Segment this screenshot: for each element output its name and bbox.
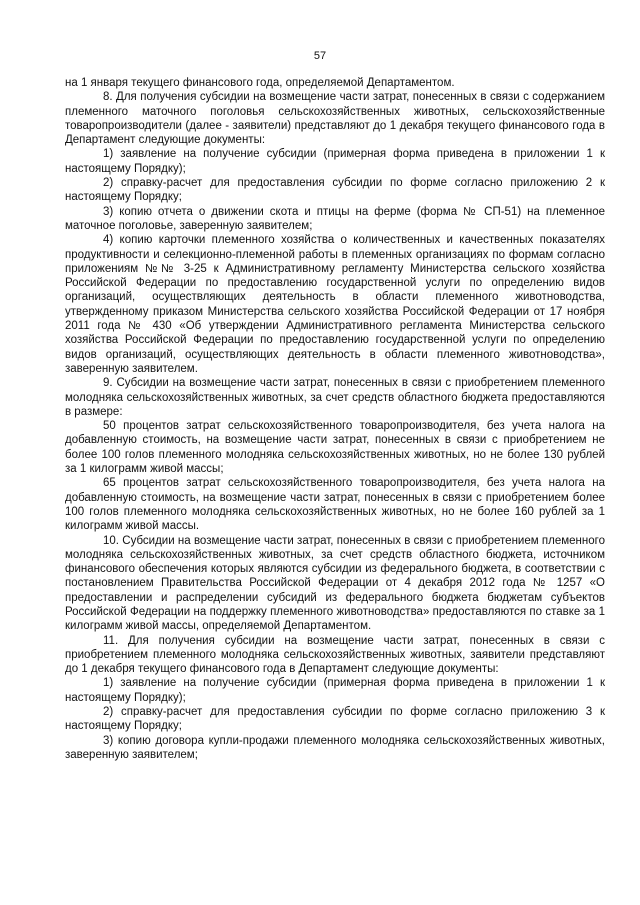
paragraph: 3) копию договора купли-продажи племенного молодняка сельскохозяйственных животных, заверенную заявителем;: [65, 734, 605, 761]
paragraph: 50 процентов затрат сельскохозяйственного товаропроизводителя, без учета налога на добавленную стоимость, на возмещение части затрат, понесенных в связи с приобретением не более 100 голов племенного молодняка сельскохозяйственных животных, но не более 130 рублей за 1 килограмм живой массы;: [65, 420, 605, 476]
paragraph: 2) справку-расчет для предоставления субсидии по форме согласно приложению 2 к настоящему Порядку;: [65, 177, 605, 204]
paragraph: 1) заявление на получение субсидии (примерная форма приведена в приложении 1 к настоящему Порядку);: [65, 148, 605, 175]
paragraph: 8. Для получения субсидии на возмещение части затрат, понесенных в связи с содержанием племенного маточного поголовья сельскохозяйственных животных, сельскохозяйственные товаропроизводители (далее - заявители) представляют до 1 декабря текущего финансового года в Департамент следующие документы:: [65, 91, 605, 147]
paragraph: 11. Для получения субсидии на возмещение части затрат, понесенных в связи с приобретением племенного молодняка сельскохозяйственных животных, заявители представляют до 1 декабря текущего финансового года в Департамент следующие документы:: [65, 634, 605, 676]
paragraph: 2) справку-расчет для предоставления субсидии по форме согласно приложению 3 к настоящему Порядку;: [65, 706, 605, 733]
paragraph: 10. Субсидии на возмещение части затрат, понесенных в связи с приобретением племенного молодняка сельскохозяйственных животных, за счет средств областного бюджета, источником финансового обеспечения которых являются субсидии из федерального бюджета, в соответствии с постановлением Правительства Российской Федерации от 4 декабря 2012 года № 1257 «О предоставлении и распределении субсидий из федерального бюджета бюджетам субъектов Российской Федерации на поддержку племенного животноводства» предоставляются по ставке за 1 килограмм живой массы, определяемой Департаментом.: [65, 534, 605, 633]
paragraph: 3) копию отчета о движении скота и птицы на ферме (форма № СП-51) на племенное маточное поголовье, заверенную заявителем;: [65, 205, 605, 232]
paragraph: 4) копию карточки племенного хозяйства о количественных и качественных показателях продуктивности и селекционно-племенной работы в племенных организациях по формам согласно приложениям №№ 3-25 к Административному регламенту Министерства сельского хозяйства Российской Федерации по предоставлению государственной услуги по определению видов организаций, осуществляющих деятельность в области племенного животноводства, утвержденному приказом Министерства сельского хозяйства Российской Федерации от 17 ноября 2011 года № 430 «Об утверждении Административного регламента Министерства сельского хозяйства Российской Федерации по предоставлению государственной услуги по определению видов организаций, осуществляющих деятельность в области племенного животноводства», заверенную заявителем.: [65, 234, 605, 375]
paragraph: 65 процентов затрат сельскохозяйственного товаропроизводителя, без учета налога на добавленную стоимость, на возмещение части затрат, понесенных в связи с приобретением более 100 голов племенного молодняка сельскохозяйственных животных, но не более 160 рублей за 1 килограмм живой масcы.: [65, 477, 605, 533]
page-number: 57: [313, 50, 327, 62]
paragraph: 9. Субсидии на возмещение части затрат, понесенных в связи с приобретением племенного молодняка сельскохозяйственных животных, за счет средств областного бюджета предоставляются в размере:: [65, 377, 605, 418]
paragraph: на 1 января текущего финансового года, определяемой Департаментом.: [65, 77, 455, 89]
document-body: [65, 76, 605, 762]
paragraph: 1) заявление на получение субсидии (примерная форма приведена в приложении 1 к настоящему Порядку);: [65, 677, 605, 704]
